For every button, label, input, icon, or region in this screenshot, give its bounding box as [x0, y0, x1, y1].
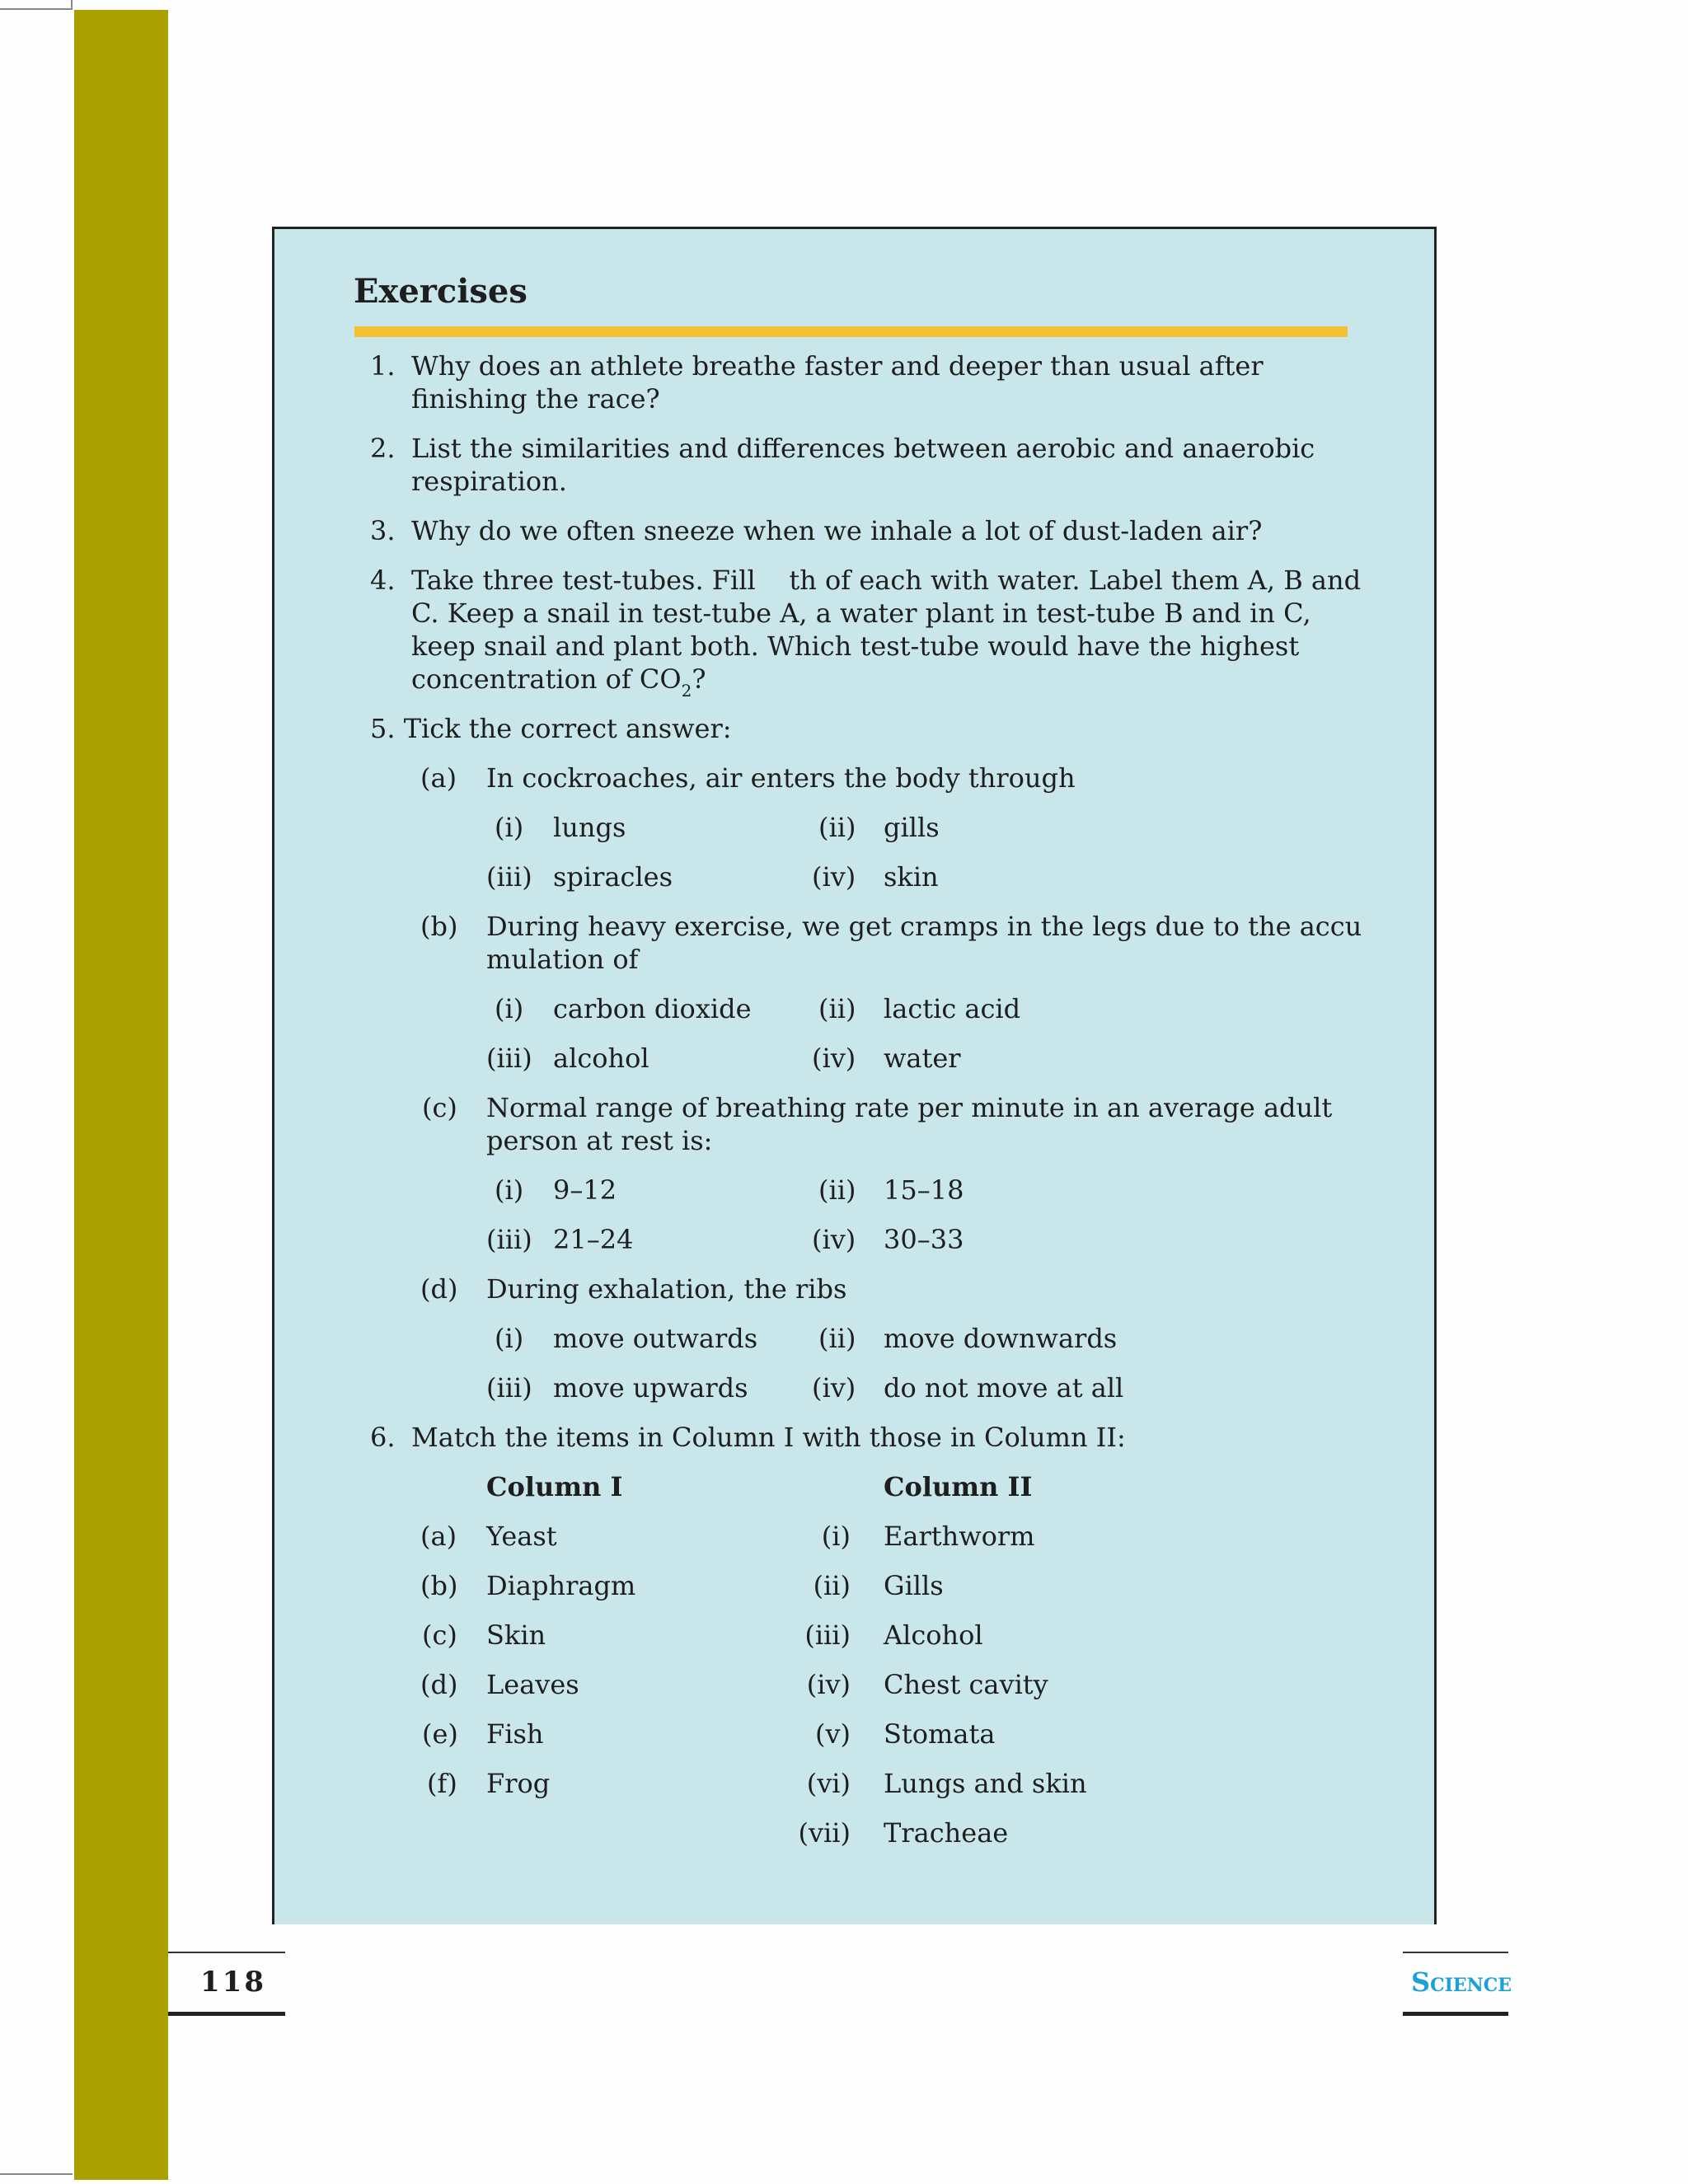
option-label: (ii) [818, 1174, 856, 1206]
option-text: 9–12 [553, 1174, 617, 1206]
question-line: Match the items in Column I with those in Column II: [411, 1422, 1126, 1453]
question-number: 4. [370, 565, 396, 596]
exercises-heading: Exercises [354, 272, 528, 311]
option-label: (iv) [812, 1224, 856, 1255]
question-line: 5. Tick the correct answer: [370, 713, 732, 744]
question-line: Why does an athlete breathe faster and deeper than usual after [411, 350, 1264, 382]
question-line [411, 663, 706, 707]
book-title: Science [1411, 1966, 1512, 1998]
footer-rule-top-left [168, 1952, 285, 1953]
match-item: Earthworm [884, 1521, 1035, 1552]
crop-mark [0, 2173, 73, 2175]
match-label: (b) [420, 1570, 458, 1601]
match-label: (i) [821, 1521, 851, 1552]
question-line: List the similarities and differences between aerobic and anaerobic [411, 433, 1315, 464]
match-label: (vii) [798, 1817, 851, 1849]
match-item: Tracheae [884, 1817, 1009, 1849]
crop-mark [71, 0, 73, 10]
option-label: (ii) [818, 812, 856, 843]
option-label: (ii) [818, 1323, 856, 1354]
option-text: 21–24 [553, 1224, 634, 1255]
option-text: 15–18 [884, 1174, 964, 1206]
sub-question-label: (a) [420, 762, 457, 794]
match-item: Gills [884, 1570, 944, 1601]
question-text: concentration of CO [411, 663, 682, 695]
option-text: lactic acid [884, 993, 1021, 1024]
sub-question-text: During exhalation, the ribs [486, 1273, 847, 1305]
question-line: respiration. [411, 466, 567, 497]
option-label: (i) [495, 1174, 524, 1206]
option-label: (iii) [486, 861, 532, 893]
option-label: (i) [495, 993, 524, 1024]
match-label: (iii) [804, 1619, 851, 1651]
option-label: (ii) [818, 993, 856, 1024]
question-number: 2. [370, 433, 396, 464]
sub-question-label: (b) [420, 911, 458, 942]
option-label: (iii) [486, 1043, 532, 1074]
column-heading: Column II [884, 1471, 1033, 1502]
option-label: (iv) [812, 861, 856, 893]
question-line: Take three test-tubes. Fill th of each with water. Label them A, B and [411, 565, 1362, 596]
sub-question-text: Normal range of breathing rate per minute in an average adult [486, 1092, 1333, 1123]
option-text: 30–33 [884, 1224, 964, 1255]
sub-question-text: During heavy exercise, we get cramps in the legs due to the accu [486, 911, 1362, 942]
option-text: spiracles [553, 861, 673, 893]
option-text: alcohol [553, 1043, 649, 1074]
match-item: Fish [486, 1718, 544, 1750]
sub-question-text: person at rest is: [486, 1125, 713, 1156]
option-label: (iv) [812, 1043, 856, 1074]
option-text: move downwards [884, 1323, 1118, 1354]
option-label: (i) [495, 812, 524, 843]
option-label: (iii) [486, 1372, 532, 1404]
match-item: Skin [486, 1619, 546, 1651]
match-item: Yeast [486, 1521, 557, 1552]
option-text: move upwards [553, 1372, 748, 1404]
option-label: (i) [495, 1323, 524, 1354]
match-item: Leaves [486, 1669, 579, 1700]
match-item: Lungs and skin [884, 1768, 1087, 1799]
match-label: (e) [422, 1718, 458, 1750]
match-label: (v) [814, 1718, 851, 1750]
footer-rule-top-right [1403, 1952, 1508, 1953]
match-label: (ii) [813, 1570, 851, 1601]
option-text: skin [884, 861, 939, 893]
column-heading: Column I [486, 1471, 623, 1502]
option-text: do not move at all [884, 1372, 1124, 1404]
footer-rule-bottom-left [168, 2012, 285, 2016]
match-label: (iv) [806, 1669, 851, 1700]
question-text: ? [692, 663, 706, 695]
match-item: Stomata [884, 1718, 996, 1750]
sub-question-label: (c) [422, 1092, 457, 1123]
question-line: Why do we often sneeze when we inhale a lot of dust-laden air? [411, 515, 1263, 546]
option-label: (iv) [812, 1372, 856, 1404]
question-line: finishing the race? [411, 383, 660, 415]
footer-rule-bottom-right [1403, 2012, 1508, 2016]
option-text: gills [884, 812, 940, 843]
question-number: 6. [370, 1422, 396, 1453]
subscript: 2 [681, 681, 692, 701]
match-label: (vi) [806, 1768, 851, 1799]
sub-question-text: mulation of [486, 944, 639, 975]
match-item: Chest cavity [884, 1669, 1048, 1700]
match-label: (d) [420, 1669, 458, 1700]
match-label: (a) [420, 1521, 457, 1552]
option-label: (iii) [486, 1224, 532, 1255]
option-text: carbon dioxide [553, 993, 752, 1024]
question-line: keep snail and plant both. Which test-tube would have the highest [411, 630, 1300, 662]
match-label: (f) [427, 1768, 457, 1799]
crop-mark [0, 8, 73, 10]
sub-question-label: (d) [420, 1273, 458, 1305]
match-label: (c) [422, 1619, 457, 1651]
page-margin-bar [74, 10, 168, 2180]
page-number: 118 [200, 1966, 266, 1999]
question-number: 3. [370, 515, 396, 546]
option-text: move outwards [553, 1323, 758, 1354]
match-item: Alcohol [884, 1619, 983, 1651]
heading-underline [354, 326, 1348, 337]
sub-question-text: In cockroaches, air enters the body through [486, 762, 1076, 794]
match-item: Diaphragm [486, 1570, 636, 1601]
question-number: 1. [370, 350, 396, 382]
match-item: Frog [486, 1768, 551, 1799]
option-text: lungs [553, 812, 626, 843]
option-text: water [884, 1043, 961, 1074]
question-line: C. Keep a snail in test-tube A, a water plant in test-tube B and in C, [411, 598, 1311, 629]
